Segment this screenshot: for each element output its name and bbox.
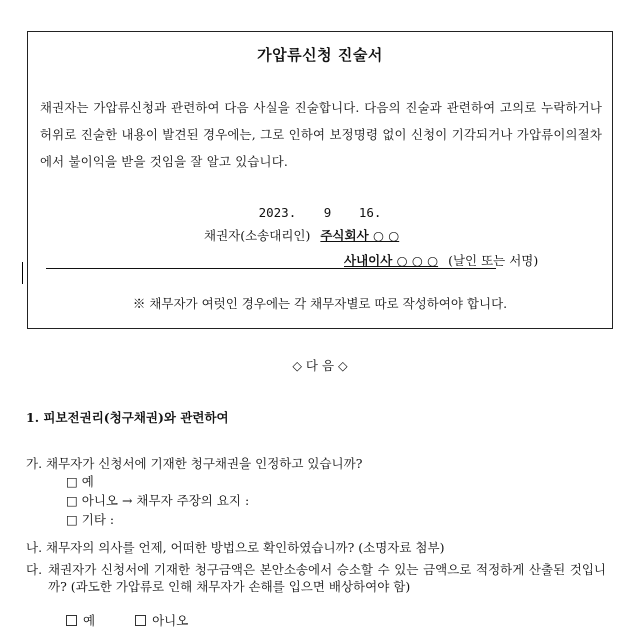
- date-year: 2023.: [258, 205, 297, 220]
- creditor-company: 주식회사 ○ ○: [320, 228, 400, 243]
- date-line: [28, 205, 612, 220]
- question-c-options: [66, 611, 188, 629]
- text-cursor: [22, 262, 23, 284]
- date-day: 16.: [358, 205, 382, 220]
- option-c-no: 아니오: [152, 613, 189, 628]
- ceo-name: 사내이사 ○ ○ ○: [344, 253, 439, 268]
- checkbox-no[interactable]: [135, 615, 146, 626]
- option-yes[interactable]: □ 예: [66, 474, 94, 489]
- statement-text: 채권자는 가압류신청과 관련하여 다음 사실을 진술합니다. 다음의 진술과 관련하여 고의로 누락하거나 허위로 진술한 내용이 발견된 경우에는, 그로 인하여 보정명령 없이 신청이 기각되거나 가압류이의절차에서 불이익을 받을 것임을 잘 알고 있습니다.: [40, 100, 602, 169]
- ceo-line: [344, 251, 538, 269]
- section-heading: ◇ 다 음 ◇: [292, 358, 348, 373]
- option-other[interactable]: □ 기타 :: [66, 512, 115, 527]
- question-c-label: 다.: [26, 562, 43, 577]
- option-no[interactable]: □ 아니오 → 채무자 주장의 요지 :: [66, 493, 250, 508]
- note-text: ※ 채무자가 여럿인 경우에는 각 채무자별로 따로 작성하여야 합니다.: [132, 296, 508, 311]
- question-a: 가. 채무자가 신청서에 기재한 청구채권을 인정하고 있습니까?: [26, 456, 363, 471]
- checkbox-yes[interactable]: [66, 615, 77, 626]
- creditor-line: [204, 226, 399, 244]
- question-b: 나. 채무자의 의사를 언제, 어떠한 방법으로 확인하였습니까? (소명자료 첨부): [26, 540, 445, 555]
- seal-note: (날인 또는 서명): [448, 253, 539, 268]
- question-c-text: 채권자가 신청서에 기재한 청구금액은 본안소송에서 승소할 수 있는 금액으로 적정하게 산출된 것입니까? (과도한 가압류로 인해 채무자가 손해를 입으면 배상하여야 함): [48, 562, 606, 594]
- statement-box: [27, 31, 613, 329]
- document-title: 가압류신청 진술서: [257, 46, 383, 64]
- signature-line: [46, 268, 496, 269]
- section-1-title: 1. 피보전권리(청구채권)와 관련하여: [26, 410, 229, 425]
- option-c-yes: 예: [83, 613, 96, 628]
- creditor-label: 채권자(소송대리인): [204, 228, 311, 243]
- question-c: [26, 561, 606, 595]
- date-month: 9: [323, 205, 332, 220]
